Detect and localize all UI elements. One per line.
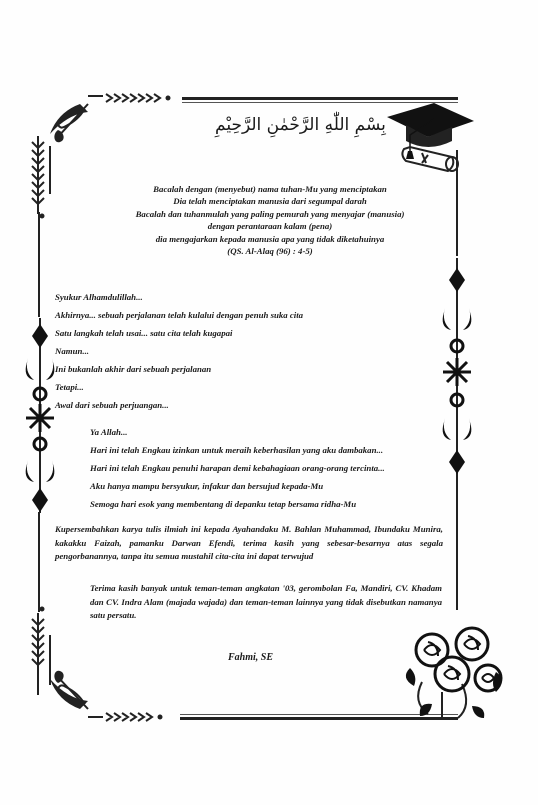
reflection-line: Namun...: [55, 346, 89, 356]
reflection-line: Syukur Alhamdulillah...: [55, 292, 143, 302]
right-border-line-bottom: [456, 482, 458, 610]
reflection-line: Ini bukanlah akhir dari sebuah perjalanan: [55, 364, 212, 374]
corner-ornament-icon: [28, 605, 178, 735]
rose-bouquet-icon: [402, 622, 512, 722]
verse-citation: (QS. Al-Alaq (96) : 4-5): [227, 246, 313, 257]
right-border-line-top: [456, 150, 458, 256]
border-flourish-icon: [20, 318, 60, 513]
prayer-line: Hari ini telah Engkau izinkan untuk meraih keberhasilan yang aku dambakan...: [90, 445, 384, 455]
prayer-line: Semoga hari esok yang membentang di depanku tetap bersama ridha-Mu: [90, 499, 357, 509]
reflection-line: Satu langkah telah usai... satu cita telah kugapai: [55, 328, 233, 338]
thanks-paragraph: Terima kasih banyak untuk teman-teman angkatan '03, gerombolan Fa, Mandiri, CV. Khadam dan CV. Indra Alam (majada wajada) dan teman-teman lainnya yang tidak disebutkan namanya satu persatu.: [90, 583, 442, 620]
basmala: بِسْمِ اللّٰهِ الرَّحْمٰنِ الرَّحِيْمِ: [215, 115, 386, 135]
left-border-line-bottom: [38, 512, 40, 612]
verse-line: Bacalah dan tuhanmulah yang paling pemurah yang menyajar (manusia): [135, 208, 405, 219]
verse-line: Dia telah menciptakan manusia dari segumpal darah: [173, 196, 367, 207]
reflection-line: Awal dari sebuah perjuangan...: [55, 400, 169, 410]
prayer-line: Hari ini telah Engkau penuhi harapan demi kebahagiaan orang-orang tercinta...: [90, 463, 385, 473]
quran-verse: [110, 183, 430, 257]
verse-line: dengan perantaraan kalam (pena): [207, 221, 333, 232]
reflection-line: Tetapi...: [55, 382, 84, 392]
left-border-line-top: [38, 212, 40, 317]
prayer-line: Ya Allah...: [90, 427, 128, 437]
reflection-line: Akhirnya... sebuah perjalanan telah kulalui dengan penuh suka cita: [55, 310, 304, 320]
verse-line: dia mengajarkan kepada manusia apa yang tidak diketahuinya: [155, 233, 385, 244]
dedication-paragraph: Kupersembahkan karya tulis ilmiah ini kepada Ayahandaku M. Bahlan Muhammad, Ibundaku Munira, kakakku Faizah, pamanku Darwan Efendi, terima kasih yang sebesar-besarnya atas segala pengorbanannya, tanpa itu semua mustahil cita-cita ini dapat terwujud: [55, 524, 443, 561]
signature: Fahmi, SE: [228, 652, 274, 663]
border-flourish-icon: [437, 258, 477, 483]
verse-line: Bacalah dengan (menyebut) nama tuhan-Mu yang menciptakan: [153, 184, 387, 194]
prayer-line: Aku hanya mampu bersyukur, infakur dan bersujud kepada-Mu: [90, 481, 324, 491]
